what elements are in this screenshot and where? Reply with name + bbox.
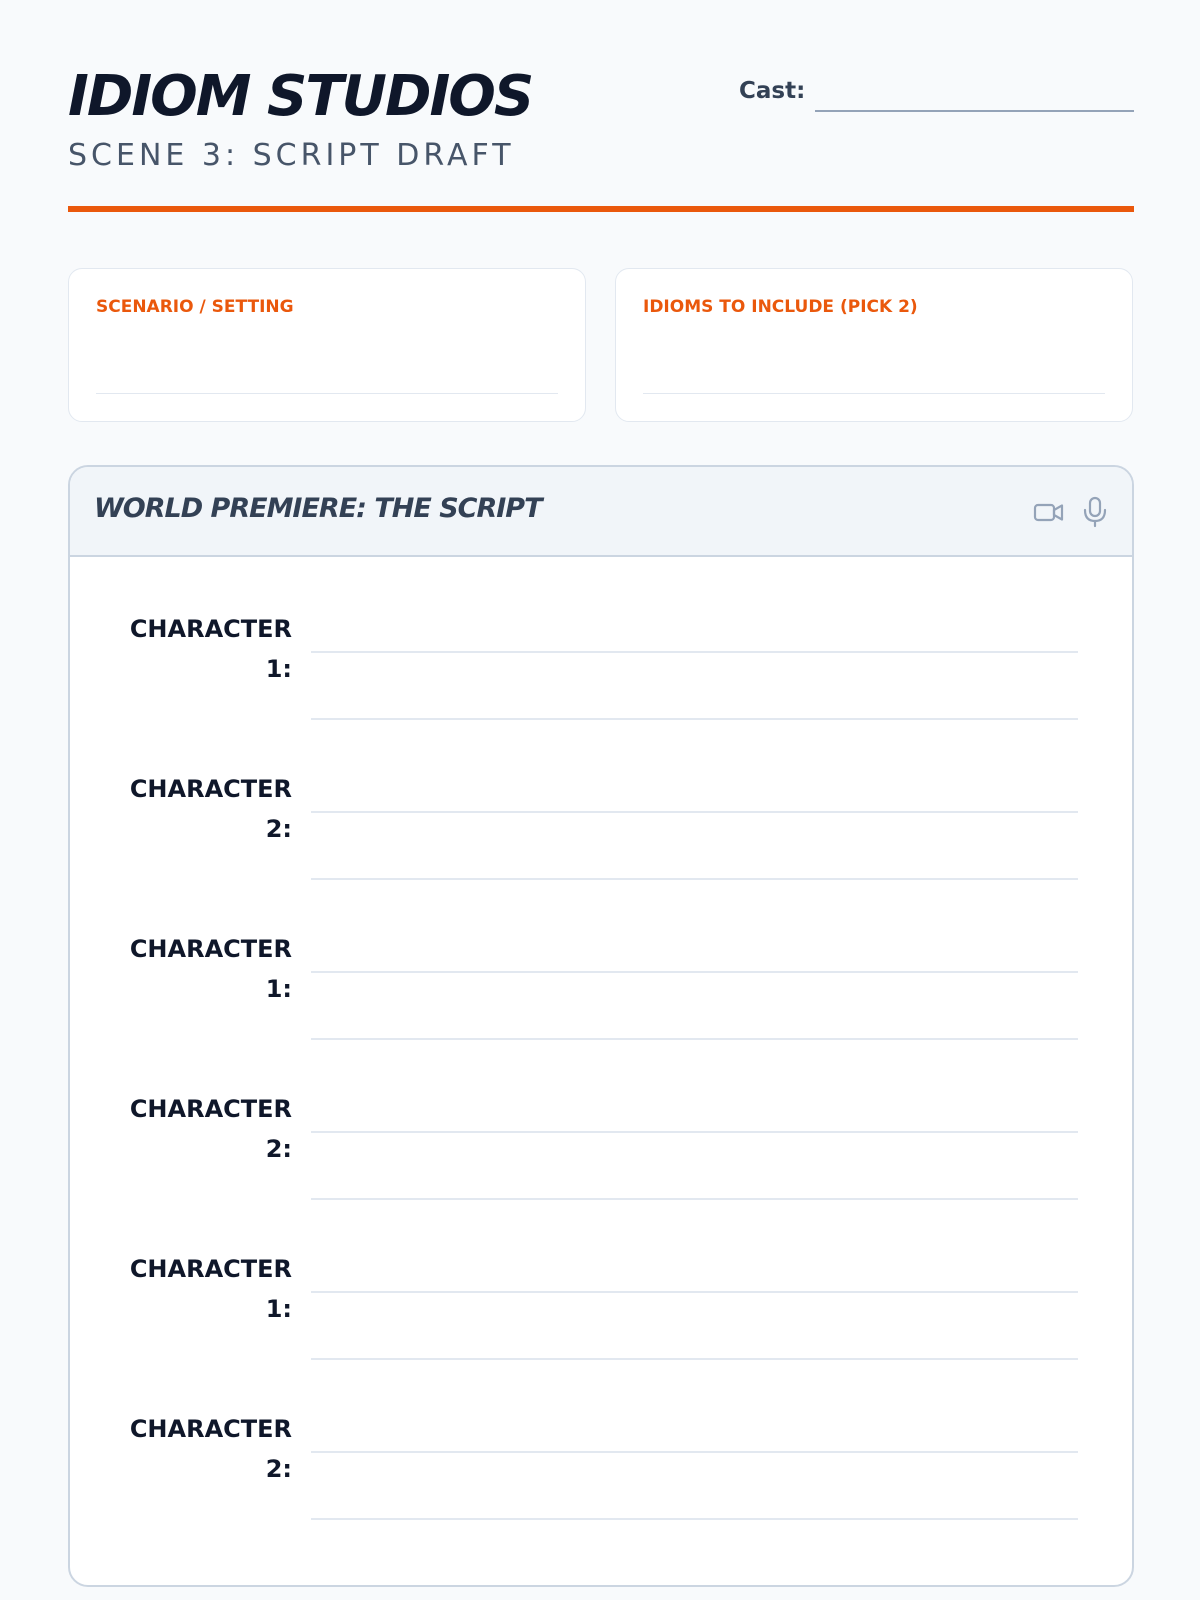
brand-title: IDIOM STUDIOS [68, 64, 533, 129]
script-line [70, 1089, 1132, 1239]
scenario-input-line[interactable] [96, 393, 558, 394]
scene-subtitle: SCENE 3: SCRIPT DRAFT [68, 138, 515, 173]
speaker-label: CHARACTER 1: [129, 935, 292, 1003]
dialogue-line[interactable] [311, 1291, 1078, 1293]
cast-field [739, 70, 1134, 116]
idioms-card [615, 268, 1133, 422]
dialogue-line[interactable] [311, 1358, 1078, 1360]
script-title: WORLD PREMIERE: THE SCRIPT [94, 493, 542, 524]
speaker-label: CHARACTER 2: [129, 775, 292, 843]
dialogue-line[interactable] [311, 1131, 1078, 1133]
dialogue-line[interactable] [311, 971, 1078, 973]
speaker-label: CHARACTER 2: [129, 1095, 292, 1163]
worksheet-header [68, 62, 1134, 212]
video-camera-icon [1032, 495, 1066, 529]
speaker-label: CHARACTER 1: [129, 615, 292, 683]
microphone-icon [1078, 495, 1112, 529]
idioms-label: IDIOMS TO INCLUDE (PICK 2) [643, 297, 918, 317]
script-header [70, 467, 1132, 557]
speaker-label: CHARACTER 1: [129, 1255, 292, 1323]
idioms-input-line[interactable] [643, 393, 1105, 394]
script-line [70, 1249, 1132, 1399]
dialogue-line[interactable] [311, 1198, 1078, 1200]
dialogue-line[interactable] [311, 1451, 1078, 1453]
script-line [70, 769, 1132, 919]
dialogue-line[interactable] [311, 651, 1078, 653]
scenario-label: SCENARIO / SETTING [96, 297, 294, 317]
scenario-card [68, 268, 586, 422]
dialogue-line[interactable] [311, 1518, 1078, 1520]
script-line [70, 1409, 1132, 1559]
speaker-label: CHARACTER 2: [129, 1415, 292, 1483]
script-panel [68, 465, 1134, 1587]
dialogue-line[interactable] [311, 718, 1078, 720]
header-divider [68, 206, 1134, 212]
cast-input-line[interactable] [815, 110, 1134, 112]
script-line [70, 609, 1132, 759]
cast-label: Cast: [739, 78, 806, 104]
dialogue-line[interactable] [311, 878, 1078, 880]
dialogue-line[interactable] [311, 811, 1078, 813]
dialogue-line[interactable] [311, 1038, 1078, 1040]
script-line [70, 929, 1132, 1079]
